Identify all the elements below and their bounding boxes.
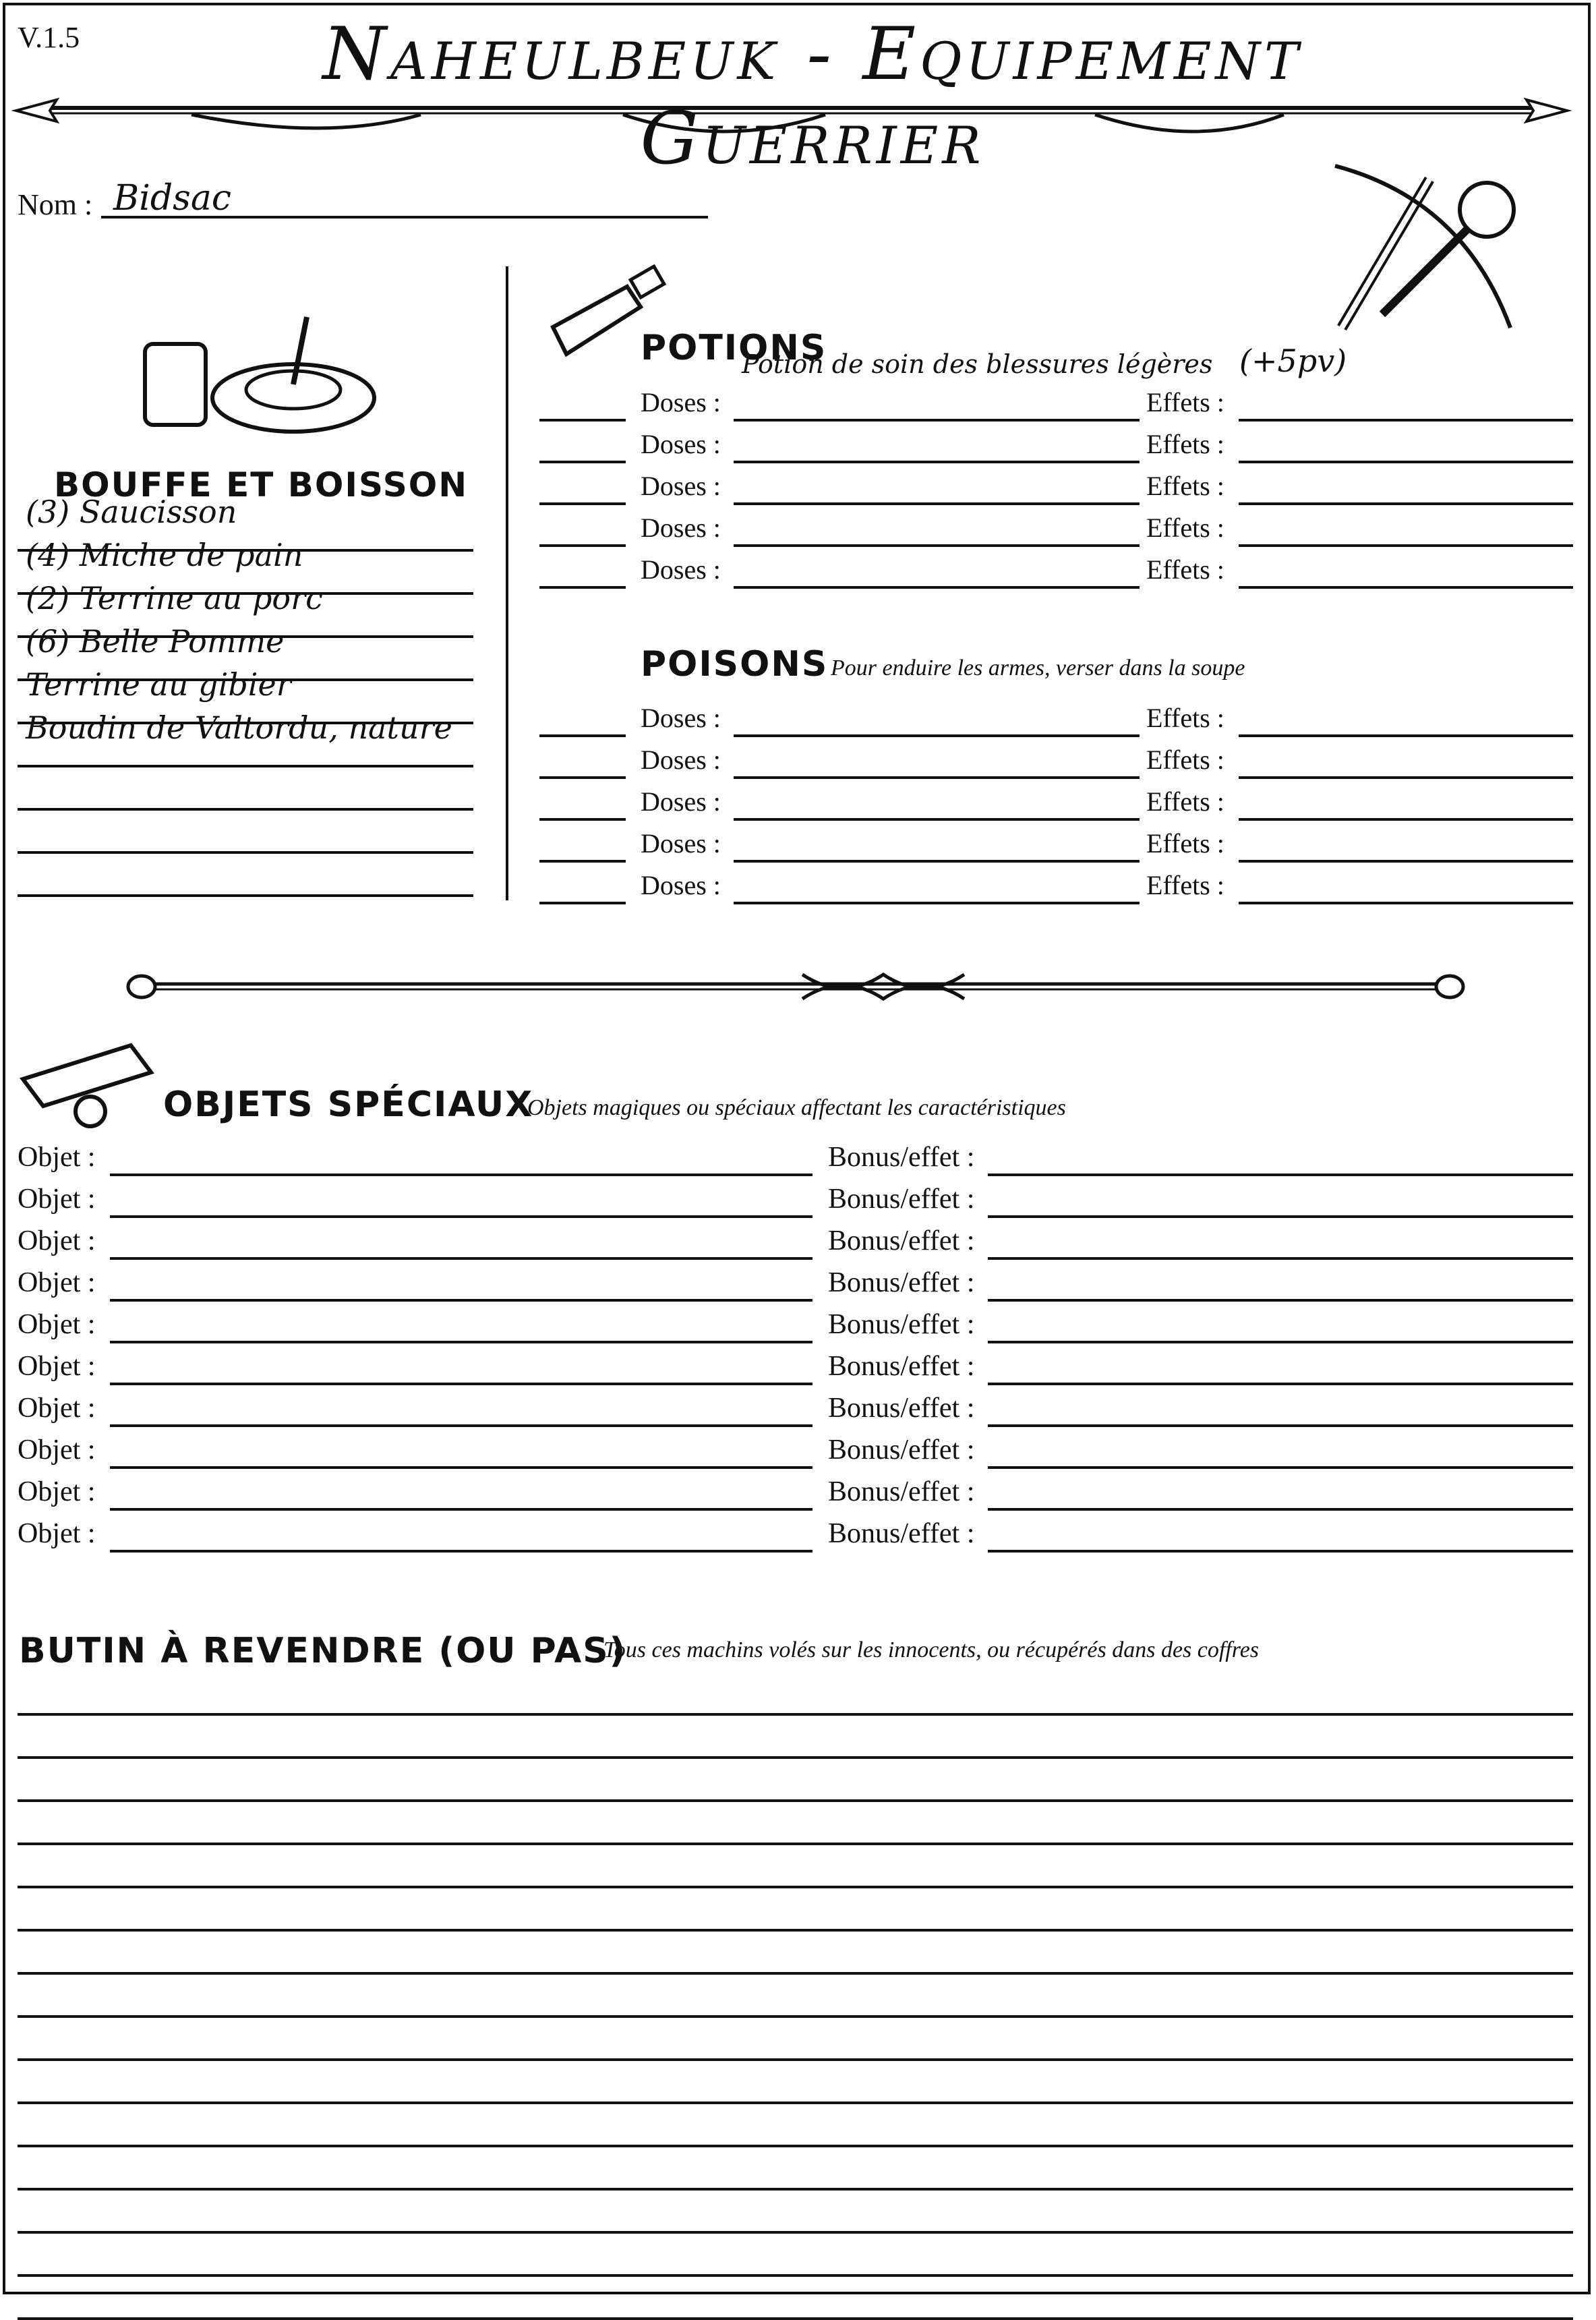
effets-label: Effets : — [1146, 786, 1224, 817]
butin-line[interactable] — [18, 1929, 1573, 1932]
effets-line[interactable] — [1239, 544, 1573, 547]
bonus-label: Bonus/effet : — [828, 1476, 975, 1507]
effets-line[interactable] — [1239, 419, 1573, 422]
food-item[interactable]: (4) Miche de pain — [26, 537, 303, 573]
bonus-line[interactable] — [988, 1173, 1573, 1176]
butin-line[interactable] — [18, 1972, 1573, 1975]
bonus-line[interactable] — [988, 1383, 1573, 1385]
objet-label: Objet : — [18, 1142, 96, 1173]
bonus-label: Bonus/effet : — [828, 1309, 975, 1340]
count-line[interactable] — [539, 818, 626, 821]
doses-line[interactable] — [734, 776, 1140, 779]
objet-line[interactable] — [110, 1508, 812, 1511]
butin-line[interactable] — [18, 2231, 1573, 2234]
doses-line[interactable] — [734, 461, 1140, 463]
effets-label: Effets : — [1146, 429, 1224, 459]
objet-line[interactable] — [110, 1257, 812, 1260]
effets-label: Effets : — [1146, 828, 1224, 859]
butin-line[interactable] — [18, 1886, 1573, 1888]
nom-line — [101, 216, 708, 219]
count-line[interactable] — [539, 902, 626, 904]
bonus-line[interactable] — [988, 1550, 1573, 1553]
count-line[interactable] — [539, 734, 626, 737]
food-line — [18, 808, 473, 811]
bonus-label: Bonus/effet : — [828, 1142, 975, 1173]
bonus-label: Bonus/effet : — [828, 1351, 975, 1382]
food-item[interactable]: Terrine au gibier — [26, 666, 291, 703]
bonus-line[interactable] — [988, 1215, 1573, 1218]
count-line[interactable] — [539, 776, 626, 779]
butin-line[interactable] — [18, 1799, 1573, 1802]
effets-line[interactable] — [1239, 461, 1573, 463]
doses-line[interactable] — [734, 544, 1140, 547]
bonus-line[interactable] — [988, 1257, 1573, 1260]
food-item[interactable]: (2) Terrine au porc — [26, 580, 323, 616]
doses-label: Doses : — [641, 471, 721, 501]
food-item[interactable]: (6) Belle Pomme — [26, 623, 285, 660]
bonus-label: Bonus/effet : — [828, 1393, 975, 1424]
bonus-line[interactable] — [988, 1299, 1573, 1302]
objet-label: Objet : — [18, 1184, 96, 1215]
effets-label: Effets : — [1146, 387, 1224, 417]
objet-label: Objet : — [18, 1518, 96, 1549]
effets-label: Effets : — [1146, 513, 1224, 543]
butin-line[interactable] — [18, 1713, 1573, 1716]
doses-label: Doses : — [641, 745, 721, 775]
objet-label: Objet : — [18, 1267, 96, 1298]
objet-label: Objet : — [18, 1434, 96, 1466]
potion-note-effect[interactable]: (+5pv) — [1239, 343, 1347, 379]
objet-line[interactable] — [110, 1299, 812, 1302]
doses-label: Doses : — [641, 429, 721, 459]
bonus-label: Bonus/effet : — [828, 1267, 975, 1298]
doses-line[interactable] — [734, 734, 1140, 737]
food-item[interactable]: (3) Saucisson — [26, 494, 237, 530]
butin-line[interactable] — [18, 2058, 1573, 2061]
effets-label: Effets : — [1146, 471, 1224, 501]
objet-label: Objet : — [18, 1476, 96, 1507]
butin-subtitle: Tous ces machins volés sur les innocents, ou récupérés dans des coffres — [603, 1637, 1260, 1662]
doses-label: Doses : — [641, 387, 721, 417]
food-plate-icon — [138, 303, 381, 438]
crossed-weapons-icon — [1328, 159, 1524, 341]
effets-line[interactable] — [1239, 860, 1573, 863]
spear-divider-icon — [16, 88, 1567, 148]
doses-label: Doses : — [641, 828, 721, 859]
objet-line[interactable] — [110, 1550, 812, 1553]
bonus-line[interactable] — [988, 1466, 1573, 1469]
objet-line[interactable] — [110, 1383, 812, 1385]
effets-line[interactable] — [1239, 776, 1573, 779]
food-item[interactable]: Boudin de Valtordu, nature — [26, 709, 452, 746]
objet-line[interactable] — [110, 1466, 812, 1469]
effets-line[interactable] — [1239, 502, 1573, 505]
food-line — [18, 851, 473, 854]
bonus-label: Bonus/effet : — [828, 1225, 975, 1256]
bonus-label: Bonus/effet : — [828, 1518, 975, 1549]
objets-subtitle: Objets magiques ou spéciaux affectant les caractéristiques — [527, 1095, 1066, 1120]
objet-line[interactable] — [110, 1173, 812, 1176]
scroll-ring-icon — [16, 1032, 165, 1133]
butin-line[interactable] — [18, 2274, 1573, 2277]
effets-label: Effets : — [1146, 745, 1224, 775]
butin-line[interactable] — [18, 2101, 1573, 2104]
butin-line[interactable] — [18, 1843, 1573, 1845]
bonus-line[interactable] — [988, 1508, 1573, 1511]
effets-line[interactable] — [1239, 586, 1573, 589]
doses-line[interactable] — [734, 818, 1140, 821]
effets-line[interactable] — [1239, 902, 1573, 904]
objet-label: Objet : — [18, 1225, 96, 1256]
effets-line[interactable] — [1239, 734, 1573, 737]
objet-label: Objet : — [18, 1351, 96, 1382]
poisons-heading: POISONS — [641, 644, 829, 685]
butin-line[interactable] — [18, 2015, 1573, 2018]
potions-heading: POTIONS — [641, 328, 827, 368]
objet-line[interactable] — [110, 1215, 812, 1218]
butin-line[interactable] — [18, 2145, 1573, 2147]
count-line[interactable] — [539, 461, 626, 463]
food-heading: BOUFFE ET BOISSON — [54, 465, 469, 504]
count-line[interactable] — [539, 544, 626, 547]
bonus-line[interactable] — [988, 1424, 1573, 1427]
count-line[interactable] — [539, 502, 626, 505]
doses-line[interactable] — [734, 902, 1140, 904]
objet-label: Objet : — [18, 1309, 96, 1340]
objet-line[interactable] — [110, 1424, 812, 1427]
butin-line[interactable] — [18, 2317, 1573, 2320]
doses-line[interactable] — [734, 860, 1140, 863]
poisons-subtitle: Pour enduire les armes, verser dans la soupe — [831, 656, 1245, 680]
bonus-label: Bonus/effet : — [828, 1184, 975, 1215]
count-line[interactable] — [539, 419, 626, 422]
butin-heading: BUTIN À REVENDRE (OU PAS) — [19, 1631, 627, 1671]
count-line[interactable] — [539, 860, 626, 863]
doses-label: Doses : — [641, 786, 721, 817]
doses-line[interactable] — [734, 502, 1140, 505]
nom-label: Nom : — [18, 188, 93, 221]
doses-line[interactable] — [734, 586, 1140, 589]
effets-label: Effets : — [1146, 554, 1224, 585]
doses-label: Doses : — [641, 554, 721, 585]
column-divider — [506, 266, 508, 900]
doses-label: Doses : — [641, 703, 721, 733]
objet-label: Objet : — [18, 1393, 96, 1424]
bonus-label: Bonus/effet : — [828, 1434, 975, 1466]
effets-label: Effets : — [1146, 870, 1224, 900]
objets-heading: OBJETS SPÉCIAUX — [163, 1084, 534, 1125]
page-title: Naheulbeuk - Equipement Guerrier — [322, 12, 1303, 181]
objet-line[interactable] — [110, 1341, 812, 1343]
butin-line[interactable] — [18, 2188, 1573, 2191]
food-line — [18, 765, 473, 767]
staff-divider-icon — [128, 961, 1463, 1008]
version-label: V.1.5 — [18, 21, 80, 54]
doses-line[interactable] — [734, 419, 1140, 422]
food-line — [18, 894, 473, 897]
nom-value[interactable]: Bidsac — [113, 178, 231, 219]
doses-label: Doses : — [641, 513, 721, 543]
butin-line[interactable] — [18, 1756, 1573, 1759]
bonus-line[interactable] — [988, 1341, 1573, 1343]
doses-label: Doses : — [641, 870, 721, 900]
count-line[interactable] — [539, 586, 626, 589]
effets-label: Effets : — [1146, 703, 1224, 733]
potion-note[interactable]: Potion de soin des blessures légères — [742, 349, 1213, 379]
effets-line[interactable] — [1239, 818, 1573, 821]
